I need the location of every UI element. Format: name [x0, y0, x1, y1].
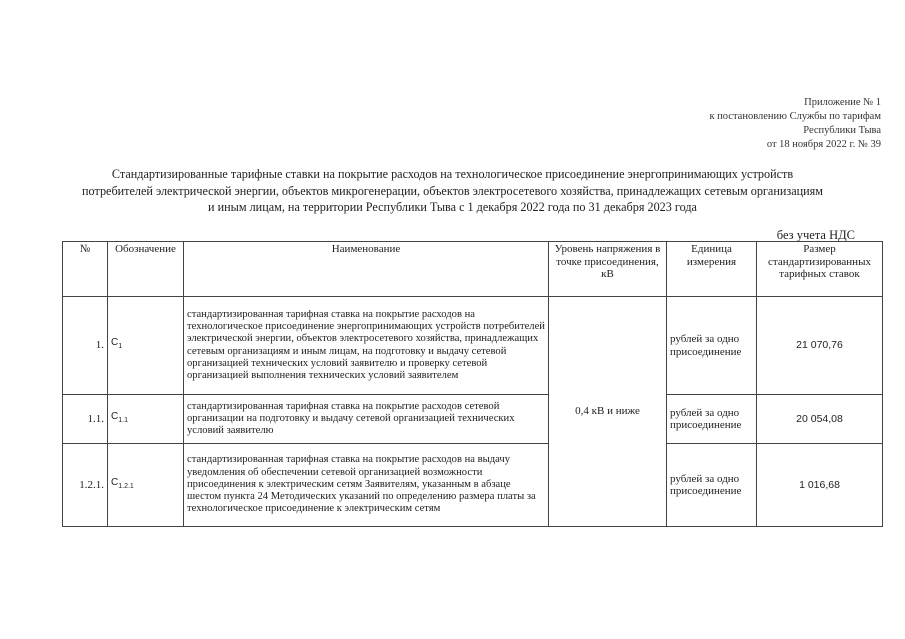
- table-row: [63, 444, 883, 527]
- appendix-line-4: от 18 ноября 2022 г. № 39: [766, 139, 881, 150]
- row-unit: рублей за одно присоединение: [667, 297, 757, 395]
- code-base: С: [111, 410, 119, 422]
- code-subscript: 1.1: [118, 416, 128, 424]
- row-name: стандартизированная тарифная ставка на покрытие расходов сетевой организации на подготовку и выдачу сетевой организацией технических условий заявителю: [184, 395, 549, 444]
- row-name: стандартизированная тарифная ставка на покрытие расходов на технологическое присоединение энергопринимающих устройств потребителей электрической энергии, объектов электросетевого хозяйства, принадлежащих сетевым организациям и иным лицам, на подготовку и выдачу сетевой организацией технических условий заявителю и проверку сетевой организацией выполнения технических условий заявителем: [184, 297, 549, 395]
- header-unit: Единица измерения: [667, 242, 757, 297]
- row-unit: рублей за одно присоединение: [667, 444, 757, 527]
- title-line-1: Стандартизированные тарифные ставки на покрытие расходов на технологическое присоединение энергопринимающих устройств: [111, 167, 794, 181]
- header-code: Обозначение: [108, 242, 184, 297]
- title-line-2: потребителей электрической энергии, объектов микрогенерации, объектов электросетевого хозяйства, принадлежащих сетевым организациям: [82, 183, 823, 198]
- row-value: 1 016,68: [757, 444, 883, 527]
- row-code: [108, 395, 184, 444]
- appendix-line-3: Республики Тыва: [803, 125, 881, 136]
- row-code: [108, 444, 184, 527]
- row-code: [108, 297, 184, 395]
- vat-note: без учета НДС: [776, 228, 855, 242]
- table-row: [63, 297, 883, 395]
- header-value: Размер стандартизированных тарифных ставок: [757, 242, 883, 297]
- code-base: С: [111, 476, 119, 488]
- voltage-level-cell: 0,4 кВ и ниже: [549, 297, 667, 527]
- appendix-header: [709, 96, 881, 152]
- code-subscript: 1: [118, 343, 123, 351]
- row-number: 1.2.1.: [63, 444, 108, 527]
- row-number: 1.: [63, 297, 108, 395]
- document-title: [60, 166, 845, 216]
- tariff-table: [62, 241, 883, 527]
- code-base: С: [111, 337, 119, 349]
- table-row: [63, 395, 883, 444]
- header-voltage: Уровень напряжения в точке присоединения, кВ: [549, 242, 667, 297]
- row-value: 20 054,08: [757, 395, 883, 444]
- header-name: Наименование: [184, 242, 549, 297]
- code-subscript: 1.2.1: [118, 482, 134, 490]
- row-number: 1.1.: [63, 395, 108, 444]
- row-value: 21 070,76: [757, 297, 883, 395]
- table-header-row: [63, 242, 883, 297]
- row-name: стандартизированная тарифная ставка на покрытие расходов на выдачу уведомления об обеспечении сетевой организацией возможности присоединения к электрическим сетям Заявителям, указанным в абзаце шестом пункта 24 Методических указаний по определению размера платы за технологическое присоединение к электрическим сетям: [184, 444, 549, 527]
- appendix-line-1: Приложение № 1: [804, 97, 881, 108]
- appendix-line-2: к постановлению Службы по тарифам: [709, 111, 881, 122]
- row-unit: рублей за одно присоединение: [667, 395, 757, 444]
- title-line-3: и иным лицам, на территории Республики Тыва с 1 декабря 2022 года по 31 декабря 2023 года: [208, 200, 697, 214]
- header-num: №: [63, 242, 108, 297]
